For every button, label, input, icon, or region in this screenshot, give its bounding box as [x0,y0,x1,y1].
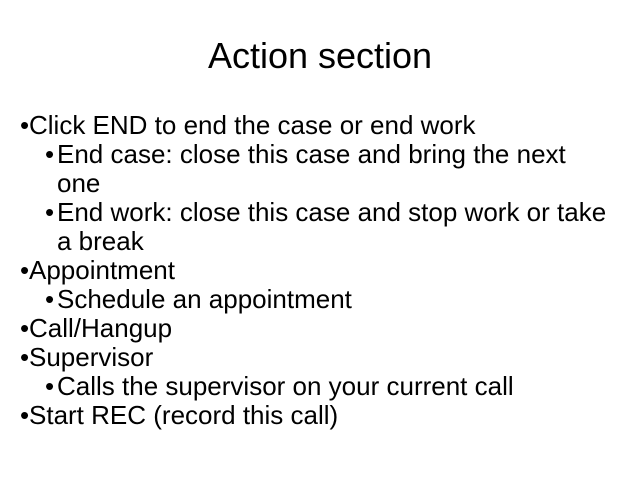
bullet-item [0,140,640,169]
bullet-item-text: End case: close this case and bring the next [57,139,566,169]
bullet-glyph: • [20,342,30,372]
slide-title: Action section [207,35,433,76]
bullet-item-text: Call/Hangup [29,313,173,343]
bullet-item [0,198,640,227]
bullet-glyph: • [45,284,55,314]
bullet-item-text: one [57,168,101,198]
bullet-item-text: Supervisor [29,342,154,372]
bullet-glyph: • [20,255,30,285]
bullet-item [0,401,640,430]
bullet-item [0,343,640,372]
bullet-item [0,256,640,285]
bullet-item-text: Start REC (record this call) [29,400,339,430]
bullet-item-text: Schedule an appointment [57,284,352,314]
bullet-item-text: Appointment [29,255,175,285]
bullet-item-text: a break [57,226,144,256]
bullet-item-continuation [0,227,640,256]
bullet-item [0,111,640,140]
bullet-item [0,285,640,314]
bullet-glyph: • [20,400,30,430]
bullet-glyph: • [20,110,30,140]
bullet-item-text: Calls the supervisor on your current call [57,371,514,401]
bullet-glyph: • [45,371,55,401]
bullet-item-text: Click END to end the case or end work [29,110,476,140]
bullet-item [0,314,640,343]
bullet-item [0,372,640,401]
bullet-glyph: • [20,313,30,343]
bullet-item-text: End work: close this case and stop work or take [57,197,607,227]
bullet-glyph: • [45,139,55,169]
bullet-item-continuation [0,169,640,198]
bullet-list [0,111,640,430]
bullet-glyph: • [45,197,55,227]
